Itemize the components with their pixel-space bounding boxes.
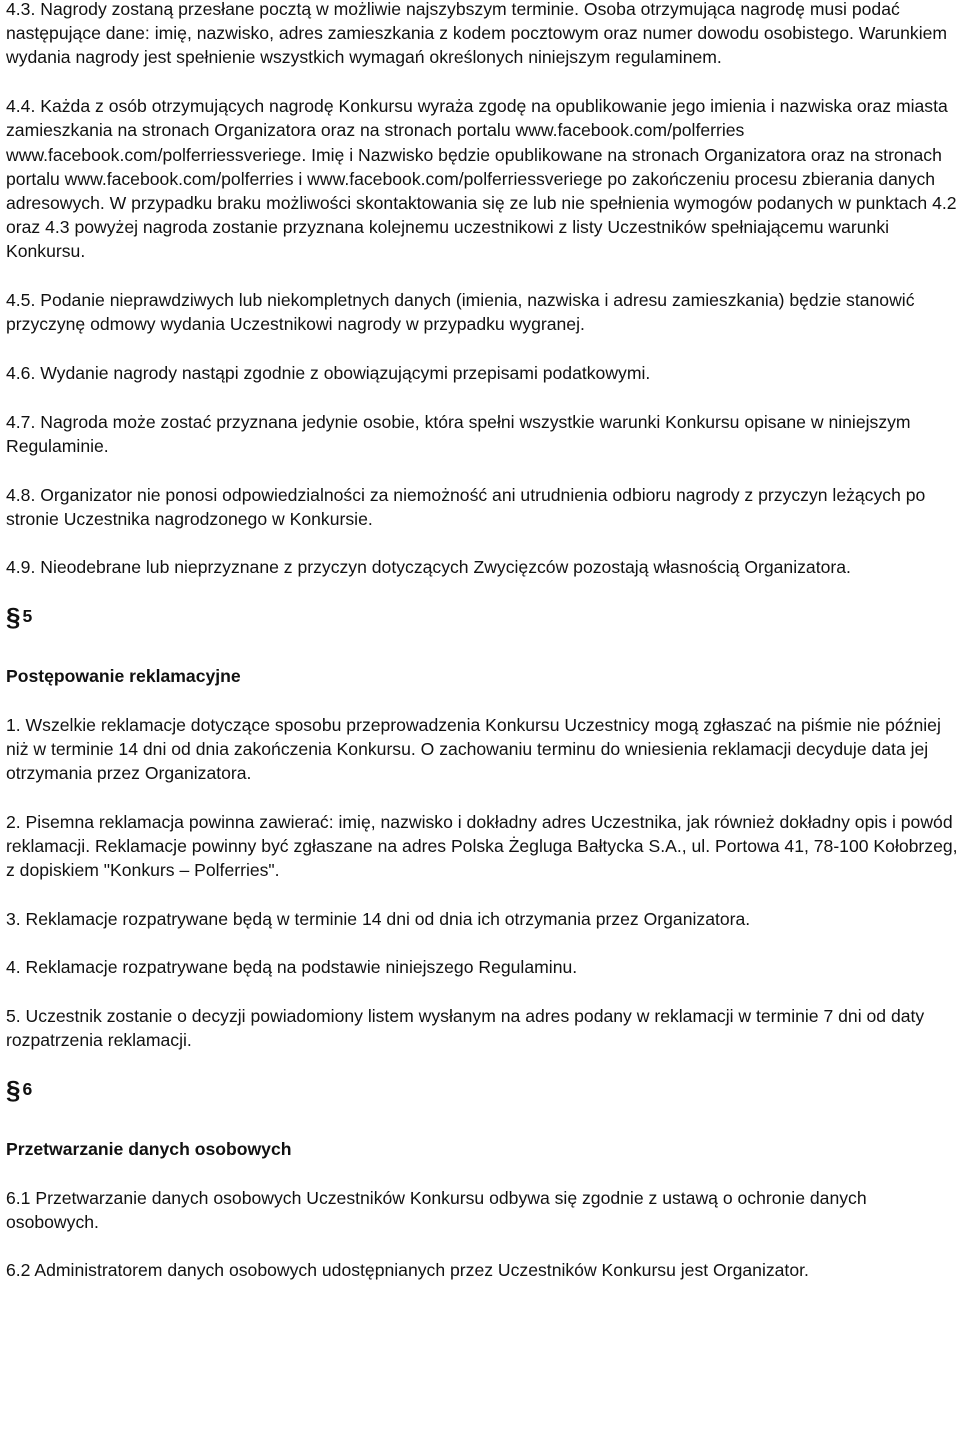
paragraph-5-3: 3. Reklamacje rozpatrywane będą w terminie 14 dni od dnia ich otrzymania przez Organizatora. — [6, 908, 751, 929]
section-5-title: Postępowanie reklamacyjne — [6, 666, 241, 687]
section-sign-icon: § — [6, 602, 21, 633]
section-5-number: 5 — [22, 606, 33, 627]
paragraph-5-2: 2. Pisemna reklamacja powinna zawierać: imię, nazwisko i dokładny adres Uczestnika, jak również dokładny opis i powód reklamacji. Reklamacje powinny być zgłaszane na adres Polska Żegluga Bałtycka S.A., ul. Portowa 41, 78-100 Kołobrzeg, z dopiskiem "Konkurs – Polferries". — [6, 811, 958, 881]
paragraph-4-5: 4.5. Podanie nieprawdziwych lub niekompletnych danych (imienia, nazwiska i adresu zamieszkania) będzie stanowić przyczynę odmowy wydania Uczestnikowi nagrody w przypadku wygranej. — [6, 290, 915, 335]
paragraph-6-2: 6.2 Administratorem danych osobowych udostępnianych przez Uczestników Konkursu jest Organizator. — [6, 1260, 809, 1281]
paragraph-4-8: 4.8. Organizator nie ponosi odpowiedzialności za niemożność ani utrudnienia odbioru nagrody z przyczyn leżących po stronie Uczestnika nagrodzonego w Konkursie. — [6, 484, 926, 529]
regulations-document — [6, 0, 958, 1307]
section-sign-icon: § — [6, 1075, 21, 1106]
paragraph-4-9: 4.9. Nieodebrane lub nieprzyznane z przyczyn dotyczących Zwycięzców pozostają własnością Organizatora. — [6, 557, 851, 578]
paragraph-5-1: 1. Wszelkie reklamacje dotyczące sposobu przeprowadzenia Konkursu Uczestnicy mogą zgłaszać na piśmie nie później niż w terminie 14 dni od dnia zakończenia Konkursu. O zachowaniu terminu do wniesienia reklamacji decyduje data jej otrzymania przez Organizatora. — [6, 714, 941, 783]
paragraph-5-4: 4. Reklamacje rozpatrywane będą na podstawie niniejszego Regulaminu. — [6, 957, 578, 978]
section-6-title: Przetwarzanie danych osobowych — [6, 1139, 292, 1160]
paragraph-5-5: 5. Uczestnik zostanie o decyzji powiadomiony listem wysłanym na adres podany w reklamacji w terminie 7 dni od daty rozpatrzenia reklamacji. — [6, 1006, 925, 1051]
section-6-heading — [6, 1075, 958, 1106]
paragraph-6-1: 6.1 Przetwarzanie danych osobowych Uczestników Konkursu odbywa się zgodnie z ustawą o ochronie danych osobowych. — [6, 1187, 867, 1232]
paragraph-4-3: 4.3. Nagrody zostaną przesłane pocztą w możliwie najszybszym terminie. Osoba otrzymująca nagrodę musi podać następujące dane: imię, nazwisko, adres zamieszkania z kodem pocztowym oraz numer dowodu osobistego. Warunkiem wydania nagrody jest spełnienie wszystkich wymagań określonych niniejszym regulaminem. — [6, 0, 948, 68]
section-5-heading — [6, 602, 958, 633]
section-6-number: 6 — [22, 1079, 33, 1100]
paragraph-4-6: 4.6. Wydanie nagrody nastąpi zgodnie z obowiązującymi przepisami podatkowymi. — [6, 362, 651, 383]
paragraph-4-7: 4.7. Nagroda może zostać przyznana jedynie osobie, która spełni wszystkie warunki Konkursu opisane w niniejszym Regulaminie. — [6, 411, 911, 456]
paragraph-4-4: 4.4. Każda z osób otrzymujących nagrodę Konkursu wyraża zgodę na opublikowanie jego imienia i nazwiska oraz miasta zamieszkania na stronach Organizatora oraz na stronach portalu www.facebook.com/polferries www.facebook.com/polferriessveriege. Imię i Nazwisko będzie opublikowane na stronach Organizatora oraz na stronach portalu www.facebook.com/polferries i www.facebook.com/polferriessveriege po zakończeniu procesu zbierania danych adresowych. W przypadku braku możliwości skontaktowania się ze lub nie spełnienia wymogów podanych w punktach 4.2 oraz 4.3 powyżej nagroda zostanie przyznana kolejnemu uczestnikowi z listy Uczestników spełniającemu warunki Konkursu. — [6, 96, 957, 262]
